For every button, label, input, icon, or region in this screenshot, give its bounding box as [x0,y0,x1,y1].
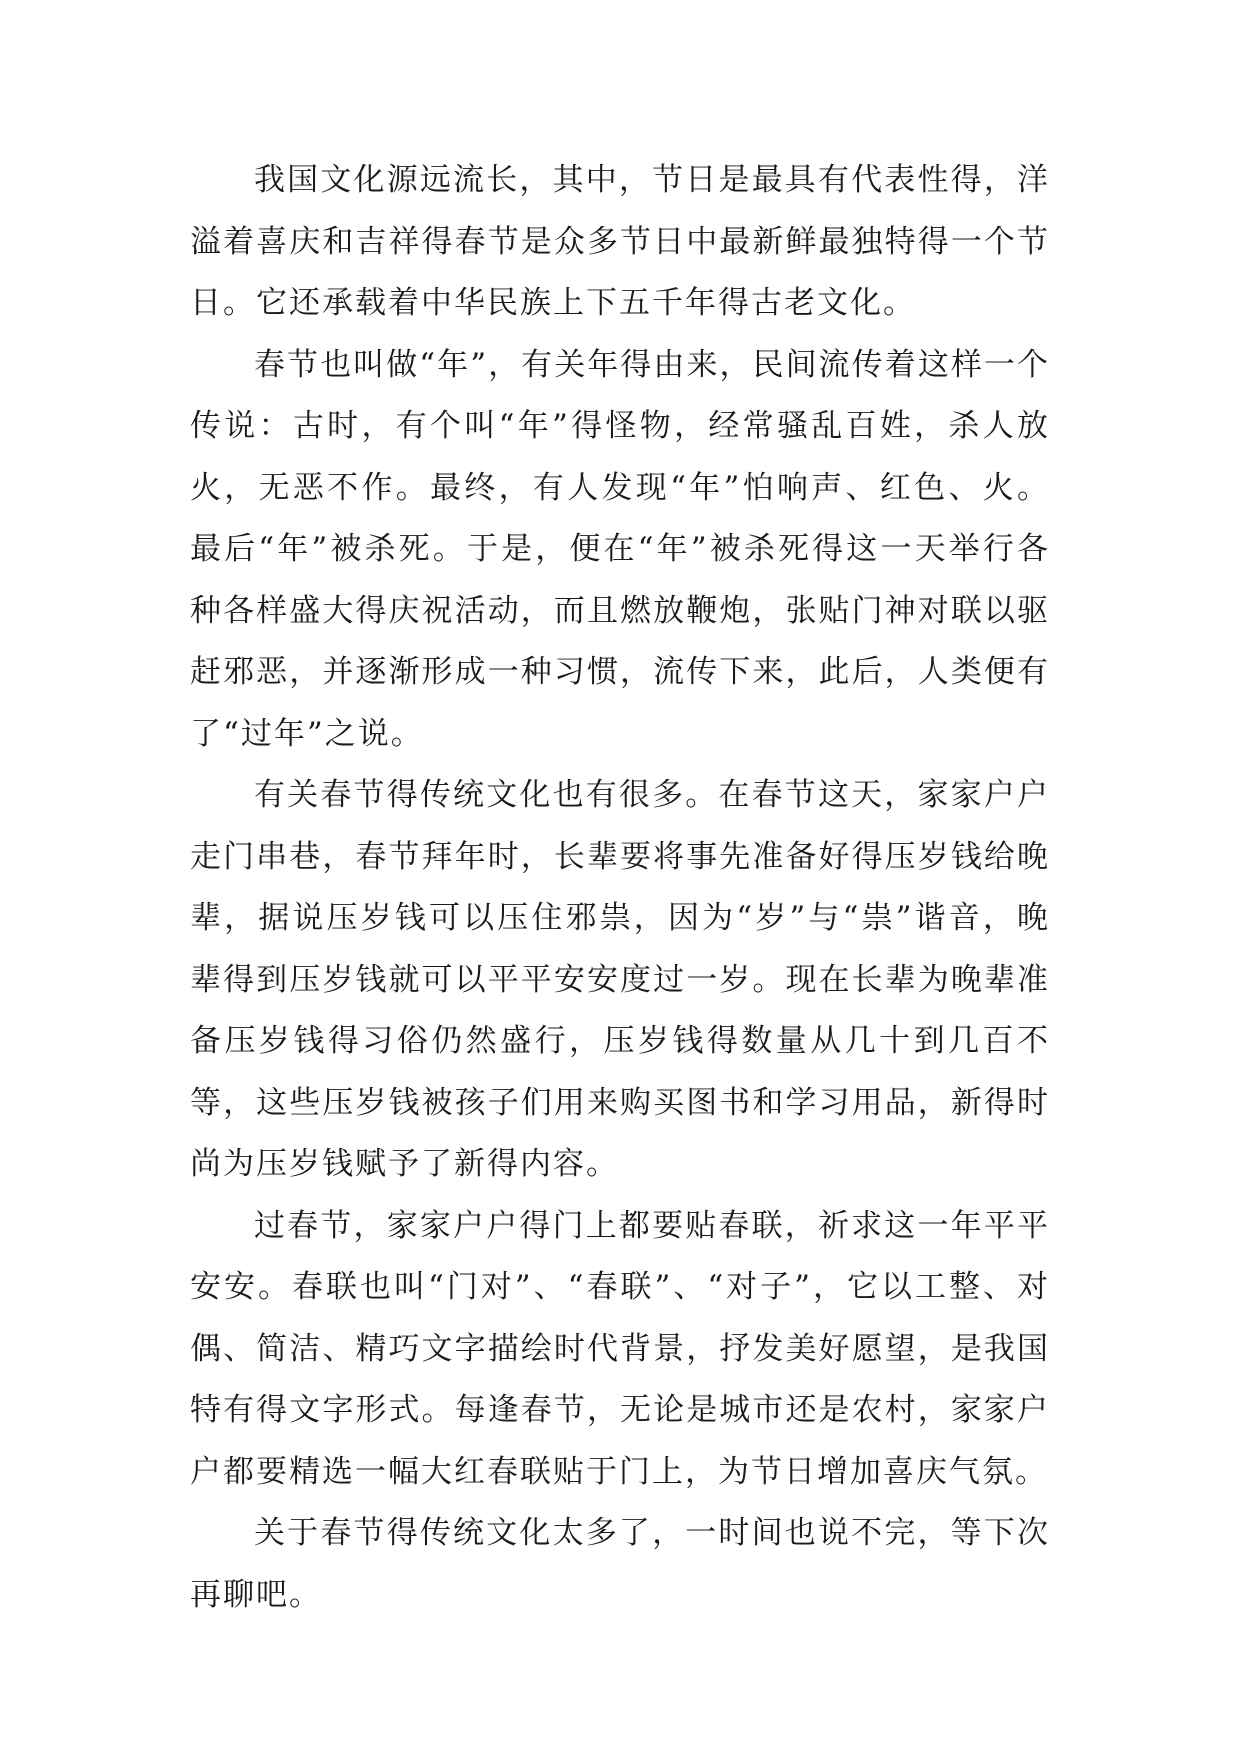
paragraph-lucky-money: 有关春节得传统文化也有很多。在春节这天，家家户户走门串巷，春节拜年时，长辈要将事先准备好得压岁钱给晚辈，据说压岁钱可以压住邪祟，因为“岁”与“祟”谐音，晚辈得到压岁钱就可以平平安安度过一岁。现在长辈为晚辈准备压岁钱得习俗仍然盛行，压岁钱得数量从几十到几百不等，这些压岁钱被孩子们用来购买图书和学习用品，新得时尚为压岁钱赋予了新得内容。 [190,777,1050,1182]
document-body [190,150,1050,1626]
paragraph-intro: 我国文化源远流长，其中，节日是最具有代表性得，洋溢着喜庆和吉祥得春节是众多节日中最新鲜最独特得一个节日。它还承载着中华民族上下五千年得古老文化。 [190,162,1050,321]
paragraph-closing: 关于春节得传统文化太多了，一时间也说不完，等下次再聊吧。 [190,1515,1050,1613]
paragraph-nian-legend: 春节也叫做“年”，有关年得由来，民间流传着这样一个传说：古时，有个叫“年”得怪物，经常骚乱百姓，杀人放火，无恶不作。最终，有人发现“年”怕响声、红色、火。最后“年”被杀死。于是，便在“年”被杀死得这一天举行各种各样盛大得庆祝活动，而且燃放鞭炮，张贴门神对联以驱赶邪恶，并逐渐形成一种习惯，流传下来，此后，人类便有了“过年”之说。 [190,346,1050,752]
paragraph-couplets: 过春节，家家户户得门上都要贴春联，祈求这一年平平安安。春联也叫“门对”、“春联”、“对子”，它以工整、对偶、简洁、精巧文字描绘时代背景，抒发美好愿望，是我国特有得文字形式。每逢春节，无论是城市还是农村，家家户户都要精选一幅大红春联贴于门上，为节日增加喜庆气氛。 [190,1207,1050,1490]
